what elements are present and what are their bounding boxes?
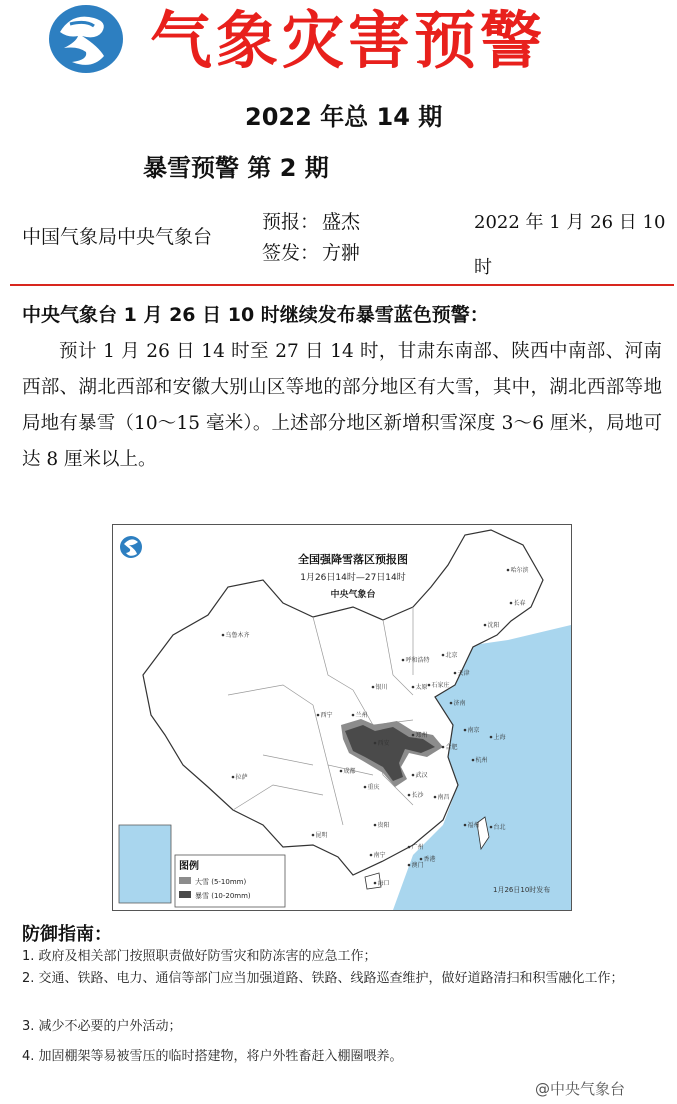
- issuer-label: 签发：: [262, 242, 320, 264]
- city-dot: [370, 854, 373, 857]
- snowfall-forecast-map: [112, 524, 572, 911]
- city-label: 天津: [457, 670, 470, 677]
- city-label: 杭州: [475, 757, 488, 764]
- city-label: 济南: [453, 700, 466, 707]
- city-dot: [232, 776, 235, 779]
- city-dot: [454, 672, 457, 675]
- city-dot: [374, 882, 377, 885]
- agency-name: 中国气象局中央气象台: [22, 226, 213, 248]
- city-label: 长春: [513, 600, 526, 607]
- city-label: 海口: [377, 880, 390, 887]
- city-label: 香港: [423, 856, 436, 863]
- city-label: 郑州: [415, 732, 428, 739]
- defense-item-3: 3. 减少不必要的户外活动；: [22, 1019, 182, 1034]
- map-sea-inset: [119, 825, 171, 903]
- city-dot: [340, 770, 343, 773]
- city-dot: [408, 794, 411, 797]
- issuer-name: 方翀: [322, 242, 361, 264]
- legend-title: 图例: [179, 861, 199, 872]
- warning-issue: 暴雪预警 第 2 期: [143, 154, 329, 182]
- city-dot: [412, 734, 415, 737]
- header-divider: [10, 284, 674, 286]
- city-label: 拉萨: [235, 774, 248, 781]
- city-label: 南京: [467, 727, 480, 734]
- city-label: 北京: [445, 652, 458, 659]
- legend-blizzard: 暴雪 (10-20mm): [195, 892, 251, 900]
- city-label: 澳门: [411, 862, 424, 869]
- city-dot: [412, 686, 415, 689]
- city-dot: [312, 834, 315, 837]
- city-dot: [222, 634, 225, 637]
- city-dot: [490, 736, 493, 739]
- legend-swatch-blizzard: [179, 891, 191, 898]
- city-dot: [428, 684, 431, 687]
- map-title: 全国强降雪落区预报图: [298, 553, 408, 566]
- city-dot: [490, 826, 493, 829]
- city-dot: [412, 774, 415, 777]
- city-dot: [464, 824, 467, 827]
- city-label: 广州: [411, 844, 424, 851]
- cma-logo: [42, 2, 132, 77]
- city-label: 乌鲁木齐: [225, 632, 250, 639]
- city-dot: [374, 742, 377, 745]
- city-dot: [510, 602, 513, 605]
- city-dot: [464, 729, 467, 732]
- issue-date-line2: 时: [474, 257, 492, 278]
- map-issuer: 中央气象台: [330, 590, 376, 600]
- defense-title: 防御指南：: [22, 924, 112, 945]
- defense-item-1: 1. 政府及相关部门按照职责做好防雪灾和防冻害的应急工作；: [22, 949, 377, 964]
- city-label: 西宁: [320, 712, 333, 719]
- city-dot: [450, 702, 453, 705]
- city-label: 石家庄: [431, 682, 450, 689]
- city-dot: [442, 746, 445, 749]
- legend-heavy: 大雪 (5-10mm): [195, 878, 247, 886]
- city-label: 贵阳: [377, 822, 390, 829]
- city-dot: [364, 786, 367, 789]
- city-label: 太原: [415, 684, 428, 691]
- city-label: 重庆: [367, 784, 380, 791]
- weibo-watermark: @中央气象台: [535, 1080, 626, 1098]
- city-dot: [442, 654, 445, 657]
- city-label: 昆明: [315, 832, 328, 839]
- issue-date-line1: 2022 年 1 月 26 日 10: [474, 212, 666, 233]
- city-dot: [507, 569, 510, 572]
- city-dot: [317, 714, 320, 717]
- staff-block: [262, 207, 360, 269]
- city-dot: [402, 659, 405, 662]
- page-title: 气象灾害预警: [150, 4, 547, 77]
- city-dot: [352, 714, 355, 717]
- forecaster-name: 盛杰: [322, 211, 361, 233]
- defense-item-4: 4. 加固棚架等易被雪压的临时搭建物，将户外牲畜赶入棚圈喂养。: [22, 1049, 403, 1064]
- city-label: 兰州: [355, 712, 368, 719]
- city-label: 武汉: [415, 772, 428, 779]
- forecaster-label: 预报：: [262, 211, 320, 233]
- city-label: 合肥: [445, 744, 458, 751]
- city-dot: [484, 624, 487, 627]
- city-dot: [472, 759, 475, 762]
- city-dot: [374, 824, 377, 827]
- city-dot: [420, 858, 423, 861]
- issue-date: [474, 200, 674, 290]
- city-label: 台北: [493, 824, 506, 831]
- city-label: 南宁: [373, 852, 386, 859]
- warning-paragraph: 预计 1 月 26 日 14 时至 27 日 14 时，甘肃东南部、陕西中南部、河南西部、湖北西部和安徽大别山区等地的部分地区有大雪，其中，湖北西部等地局地有暴雪（10～15 毫米）。上述部分地区新增积雪深度 3～6 厘米，局地可达 8 厘米以上。: [22, 341, 662, 470]
- city-label: 长沙: [411, 792, 424, 799]
- city-label: 银川: [375, 684, 388, 691]
- city-label: 成都: [343, 768, 356, 775]
- city-label: 西安: [377, 740, 390, 747]
- warning-headline: 中央气象台 1 月 26 日 10 时继续发布暴雪蓝色预警：: [22, 304, 489, 326]
- map-issued-time: 1月26日10时发布: [493, 886, 551, 894]
- city-label: 哈尔滨: [510, 567, 529, 574]
- city-dot: [434, 796, 437, 799]
- city-label: 呼和浩特: [405, 657, 430, 664]
- issue-number: 2022 年总 14 期: [245, 103, 443, 131]
- city-dot: [372, 686, 375, 689]
- city-dot: [408, 846, 411, 849]
- city-label: 上海: [493, 734, 506, 741]
- map-time-range: 1月26日14时—27日14时: [300, 573, 406, 583]
- legend-swatch-heavy: [179, 877, 191, 884]
- city-label: 南昌: [437, 794, 450, 801]
- city-label: 沈阳: [487, 622, 500, 629]
- defense-item-2: 2. 交通、铁路、电力、通信等部门应当加强道路、铁路、线路巡查维护，做好道路清扫和积雪融化工作；: [22, 971, 624, 986]
- city-label: 福州: [467, 822, 480, 829]
- city-dot: [408, 864, 411, 867]
